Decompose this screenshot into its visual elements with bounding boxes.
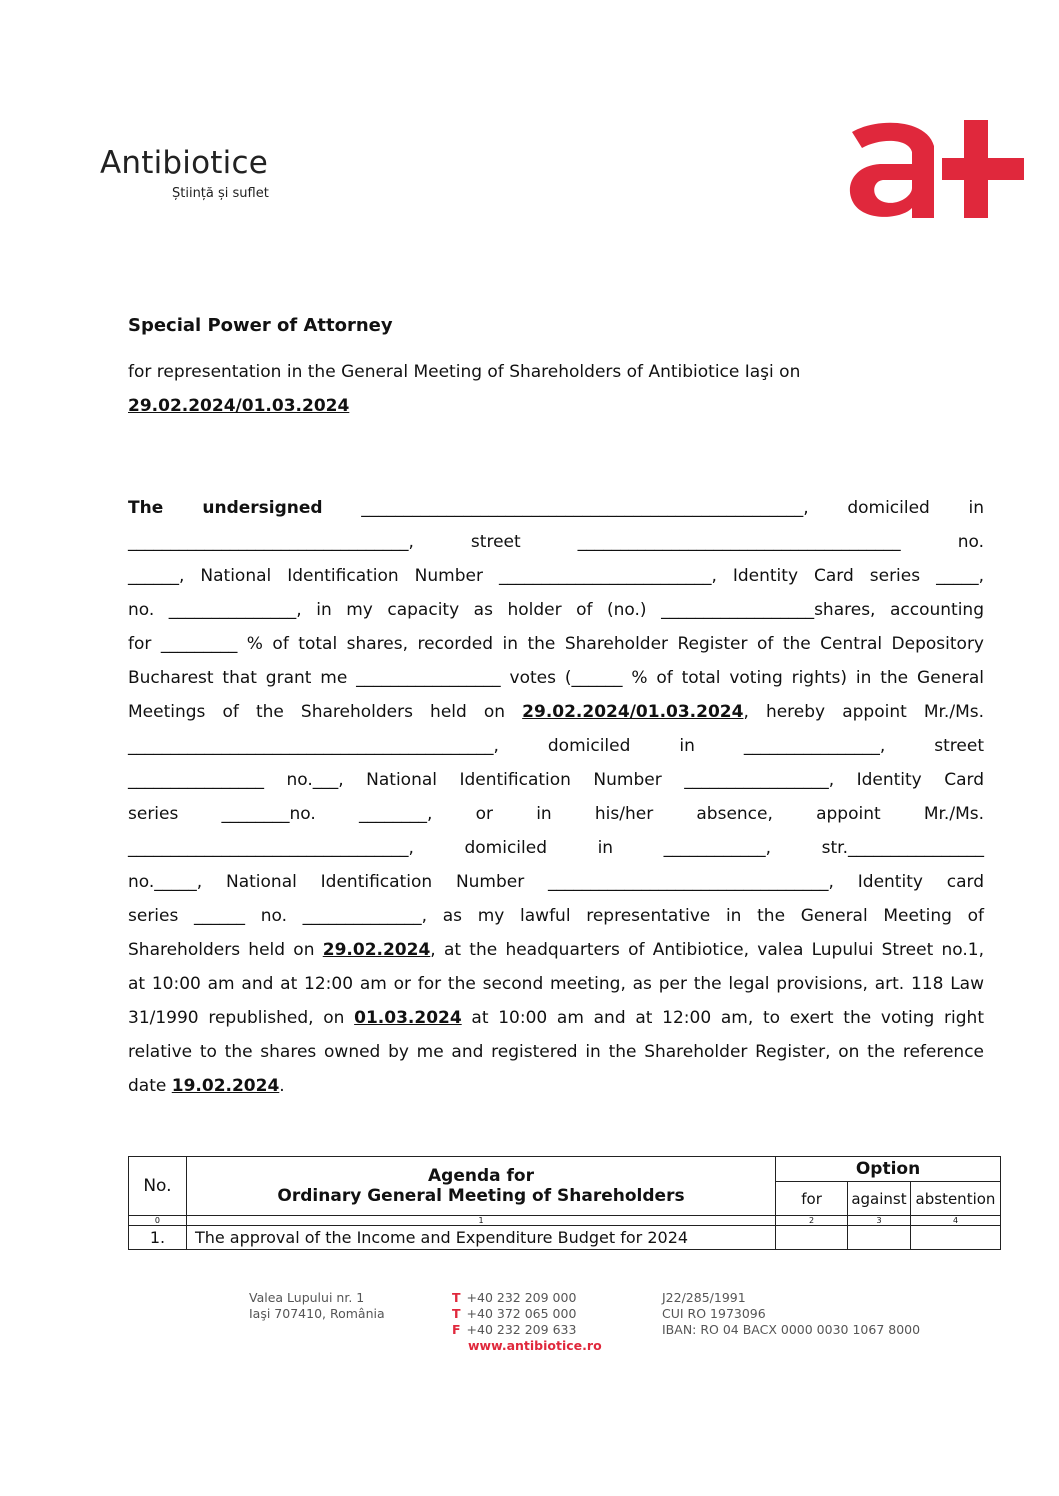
paragraph-line: no._____, National Identification Number _________________________________, Identity card [128,872,984,892]
fax-value: +40 232 209 633 [466,1322,577,1337]
paragraph-line: for _________ % of total shares, recorded in the Shareholder Register of the Central Depository [128,634,984,654]
paragraph-line: Shareholders held on 29.02.2024, at the headquarters of Antibiotice, valea Lupului Street no.1, [128,940,985,960]
company-logo-tagline: Știință și suflet [172,186,269,201]
attorney-paragraph [128,491,984,1103]
agenda-header-line2: Ordinary General Meeting of Shareholders [277,1186,685,1206]
agenda-header-line1: Agenda for [428,1166,534,1186]
paragraph-line: 31/1990 republished, on 01.03.2024 at 10:00 am and at 12:00 am, to exert the voting right [128,1008,984,1028]
column-header-no: No. [129,1157,187,1216]
paragraph-line: Meetings of the Shareholders held on 29.02.2024/01.03.2024, hereby appoint Mr./Ms. [128,702,984,722]
column-header-against: against [848,1182,911,1216]
column-index: 2 [776,1216,848,1226]
fax-line [452,1322,602,1338]
row-number: 1. [129,1226,187,1250]
column-index: 4 [910,1216,1000,1226]
paragraph-line: _________________________________, domiciled in ____________, str.________________ [128,838,984,858]
phone-label: T [452,1306,461,1321]
footer-contacts [452,1290,602,1354]
table-row [129,1226,1001,1250]
column-header-abstention: abstention [910,1182,1000,1216]
meeting-date: 29.02.2024/01.03.2024 [128,396,350,416]
company-logo-name: Antibiotice [100,145,268,181]
paragraph-line: ______, National Identification Number _________________________, Identity Card series _____, [128,566,984,586]
agenda-item: The approval of the Income and Expenditure Budget for 2024 [186,1226,775,1250]
paragraph-line: no. _______________, in my capacity as holder of (no.) __________________shares, accounting [128,600,984,620]
paragraph-line: at 10:00 am and at 12:00 am or for the second meeting, as per the legal provisions, art. 118 Law [128,974,984,994]
paragraph-line: Bucharest that grant me _________________ votes (______ % of total voting rights) in the General [128,668,984,688]
paragraph-line: ___________________________________________, domiciled in ________________, street [128,736,984,756]
document-subtitle: for representation in the General Meeting of Shareholders of Antibiotice Iaşi on [128,362,801,382]
phone-value: +40 372 065 000 [466,1306,577,1321]
legal-line: IBAN: RO 04 BACX 0000 0030 1067 8000 [662,1322,921,1337]
legal-line: J22/285/1991 [662,1290,746,1305]
column-index: 3 [848,1216,911,1226]
phone-label: T [452,1290,461,1305]
agenda-table [128,1156,1001,1250]
column-header-option: Option [776,1157,1001,1182]
paragraph-line: series ______ no. ______________, as my lawful representative in the General Meeting of [128,906,984,926]
column-index: 0 [129,1216,187,1226]
paragraph-line: The undersigned ____________________________________________________, domiciled in [128,498,984,518]
column-index: 1 [186,1216,775,1226]
fax-label: F [452,1322,461,1337]
brand-aplus-logo-icon [846,118,1026,222]
legal-line: CUI RO 1973096 [662,1306,766,1321]
document-title: Special Power of Attorney [128,315,393,336]
address-line: Valea Lupului nr. 1 [249,1290,365,1305]
website-link[interactable]: www.antibiotice.ro [468,1338,602,1353]
paragraph-line: series ________no. ________, or in his/her absence, appoint Mr./Ms. [128,804,984,824]
phone-line [452,1290,602,1306]
paragraph-line: date 19.02.2024. [128,1076,285,1096]
footer-address [249,1290,385,1322]
paragraph-line: _________________________________, street ______________________________________ no. [128,532,984,552]
vote-against-cell[interactable] [848,1226,911,1250]
phone-value: +40 232 209 000 [466,1290,577,1305]
address-line: Iaşi 707410, România [249,1306,385,1321]
footer-legal [662,1290,920,1338]
column-header-for: for [776,1182,848,1216]
column-header-agenda [186,1157,775,1216]
paragraph-line: relative to the shares owned by me and registered in the Shareholder Register, on the reference [128,1042,984,1062]
phone-line [452,1306,602,1322]
vote-abstention-cell[interactable] [910,1226,1000,1250]
paragraph-line: ________________ no.___, National Identification Number _________________, Identity Card [128,770,984,790]
vote-for-cell[interactable] [776,1226,848,1250]
